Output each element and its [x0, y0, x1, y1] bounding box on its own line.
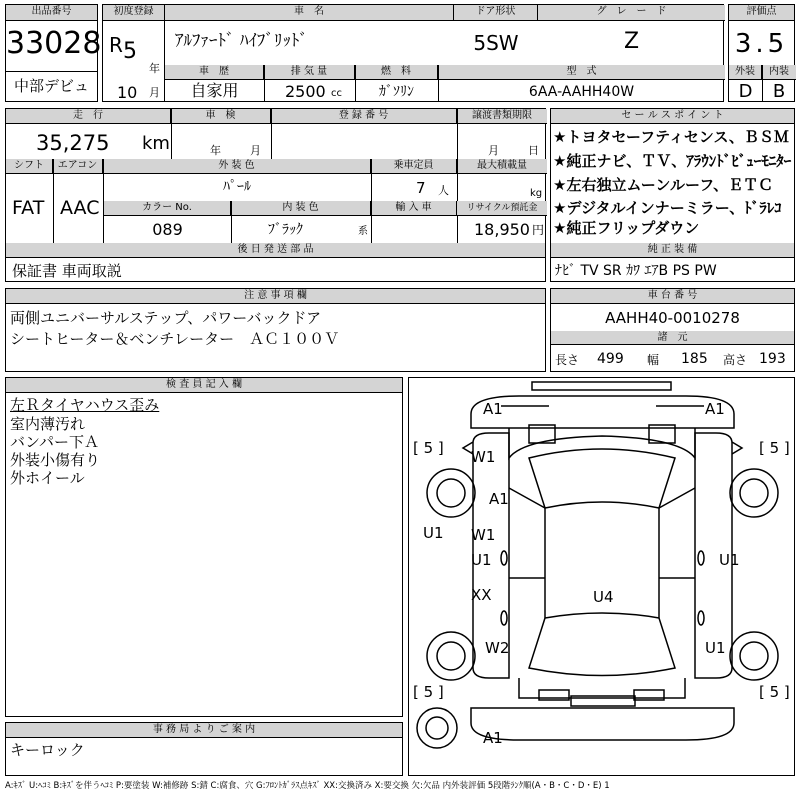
- width-label: 幅: [647, 353, 660, 367]
- model-label: 型 式: [438, 65, 725, 80]
- shift-label: シフト: [6, 159, 53, 174]
- sales-point-4: ★デジタルインナーミラー、ﾄﾞﾗﾚｺ: [553, 199, 782, 217]
- import-label: 輸 入 車: [371, 201, 457, 216]
- displacement: 2500: [285, 82, 326, 101]
- load-unit: kg: [530, 188, 543, 199]
- car-outline: [409, 378, 796, 777]
- inspector-line-5: 外ホイール: [10, 469, 85, 487]
- intcolor-unit: 系: [358, 226, 368, 237]
- recycle-label: リサイクル預託金: [457, 201, 547, 216]
- inspector-line-3: バンパー下Ａ: [10, 433, 99, 451]
- inspect-label: 車 検: [171, 109, 271, 124]
- mark-xx: XX: [471, 586, 492, 604]
- interior-color: ﾌﾞﾗｯｸ: [268, 222, 303, 238]
- sales-point-5: ★純正フリップダウン: [553, 219, 700, 237]
- reg-month-unit: 月: [149, 86, 160, 99]
- score-box: [728, 4, 795, 102]
- regno-label: 登 録 番 号: [271, 109, 457, 124]
- mark-a1-bottom: A1: [483, 729, 503, 747]
- transfer-day: 日: [528, 144, 539, 157]
- office-text: キーロック: [10, 741, 85, 759]
- spec-label: 諸 元: [551, 331, 794, 345]
- mileage: 35,275: [36, 131, 110, 155]
- sales-point-3: ★左右独立ムーンルーフ、ＥＴＣ: [553, 176, 774, 194]
- inspect-year: 年: [210, 144, 221, 157]
- mileage-label: 走 行: [6, 109, 171, 124]
- notes-box: [5, 288, 546, 372]
- mark-bracket-right-top: [ 5 ]: [759, 439, 790, 457]
- history-label: 車 歴: [165, 65, 264, 80]
- mark-u1-rear-right: U1: [705, 639, 726, 657]
- score: 3.5: [734, 29, 789, 59]
- name-label: 車 名: [165, 5, 454, 21]
- load-label: 最大積載量: [457, 159, 547, 174]
- disp-unit: cc: [331, 88, 342, 99]
- mark-u1-door: U1: [471, 551, 492, 569]
- shift: FAT: [12, 197, 45, 219]
- lot-box: [5, 4, 102, 102]
- notes-label: 注 意 事 項 欄: [6, 289, 545, 304]
- mark-bracket-left-top: [ 5 ]: [413, 439, 444, 457]
- fuel-label: 燃 料: [355, 65, 438, 80]
- recycle-fee: 18,950: [474, 220, 530, 239]
- chassis-label: 車 台 番 号: [551, 289, 794, 304]
- inspect-month: 月: [250, 144, 261, 157]
- legend: A:ｷｽﾞ U:ﾍｺﾐ B:ｷｽﾞを伴うﾍｺﾐ P:要塗装 W:補修跡 S:錆 C:腐食、穴 G:ﾌﾛﾝﾄｶﾞﾗｽ点ｷｽﾞ XX:交換済み X:要交換 欠:欠品 内外装評価 5段階ﾗﾝｸ順(A・B・C・D・E) 1: [5, 781, 610, 791]
- history: 自家用: [190, 81, 239, 100]
- office-label: 事 務 局 よ り ご 案 内: [6, 723, 402, 738]
- color-number: 089: [152, 220, 183, 239]
- notes-line-2: シートヒーター＆ベンチレーター ＡＣ１００Ｖ: [10, 330, 340, 348]
- reg-label: 初度登録: [103, 5, 165, 21]
- sales-point-1: ★トヨタセーフティセンス、ＢＳＭ: [553, 128, 789, 146]
- equip-label: 純 正 装 備: [551, 243, 794, 258]
- mark-a1-left: A1: [489, 490, 509, 508]
- inspector-line-4: 外装小傷有り: [10, 451, 101, 469]
- door-label: ドア形状: [454, 5, 538, 21]
- lot-number: 33028: [6, 26, 102, 61]
- ext-label: 外装: [729, 65, 762, 80]
- mark-a1-front-left: A1: [483, 400, 503, 418]
- inspector-box: [5, 377, 403, 717]
- int-label: 内装: [762, 65, 796, 80]
- mark-bracket-right-bottom: [ 5 ]: [759, 683, 790, 701]
- reg-era: R: [109, 33, 123, 57]
- lot-label: 出品番号: [6, 5, 97, 21]
- body-color: ﾊﾟｰﾙ: [223, 179, 251, 195]
- later-label: 後 日 発 送 部 品: [6, 243, 545, 258]
- model: 6AA-AAHH40W: [528, 84, 635, 100]
- mark-w2: W2: [485, 639, 510, 657]
- height: 193: [759, 351, 786, 367]
- ac-label: エアコン: [53, 159, 103, 174]
- lot-note: 中部デビュ: [13, 77, 89, 95]
- disp-label: 排 気 量: [264, 65, 355, 80]
- inspector-label: 検 査 員 記 入 欄: [6, 378, 402, 393]
- mark-bracket-left-bottom: [ 5 ]: [413, 683, 444, 701]
- fuel: ｶﾞｿﾘﾝ: [379, 84, 414, 100]
- inspector-line-1: 左Ｒタイヤハウス歪み: [10, 396, 160, 414]
- length: 499: [597, 351, 624, 367]
- car-diagram: [408, 377, 795, 776]
- inspector-line-2: 室内薄汚れ: [10, 415, 86, 433]
- reg-year-unit: 年: [149, 62, 160, 75]
- color-label: 外 装 色: [103, 159, 371, 174]
- seats-label: 乗車定員: [371, 159, 457, 174]
- ext-rating: D: [738, 81, 753, 102]
- mileage-unit: km: [142, 133, 170, 154]
- sales-box: [550, 108, 795, 282]
- mark-a1-front-right: A1: [705, 400, 725, 418]
- transfer-label: 譲渡書類期限: [457, 109, 547, 124]
- reg-month: 10: [117, 83, 138, 102]
- later-parts: 保証書 車両取説: [12, 262, 122, 280]
- transfer-month: 月: [488, 144, 499, 157]
- mark-u1-door-right: U1: [719, 551, 740, 569]
- chassis-box: [550, 288, 795, 372]
- height-label: 高さ: [723, 353, 748, 367]
- mark-w1-front: W1: [471, 448, 496, 466]
- equipment: ﾅﾋﾞ TV SR ｶﾜ ｴｱB PS PW: [555, 263, 717, 279]
- details-box: [5, 108, 546, 282]
- notes-line-1: 両側ユニバーサルステップ、パワーバックドア: [10, 309, 322, 327]
- vehicle-name: ｱﾙﾌｧｰﾄﾞ ﾊｲﾌﾞﾘｯﾄﾞ: [175, 31, 308, 51]
- sales-point-2: ★純正ナビ、ＴＶ、ｱﾗｳﾝﾄﾞﾋﾞｭｰﾓﾆﾀｰ: [553, 152, 792, 170]
- ac: AAC: [60, 197, 100, 219]
- office-box: [5, 722, 403, 776]
- reg-year: 5: [123, 39, 137, 64]
- mark-w1-door: W1: [471, 526, 496, 544]
- width: 185: [681, 351, 708, 367]
- door-type: 5SW: [473, 31, 519, 55]
- score-label: 評価点: [729, 5, 794, 21]
- mark-u4: U4: [593, 588, 614, 606]
- chassis-number: AAHH40-0010278: [605, 309, 740, 327]
- colorno-label: カラー No.: [104, 201, 231, 216]
- vehicle-header: [102, 4, 724, 102]
- sales-label: セ ー ル ス ポ イ ン ト: [551, 109, 794, 124]
- grade: Z: [623, 29, 640, 54]
- seats: 7: [416, 179, 426, 197]
- mark-u1-left: U1: [423, 524, 444, 542]
- grade-label: グ レ ー ド: [538, 5, 725, 21]
- seats-unit: 人: [438, 184, 449, 197]
- recycle-unit: 円: [532, 223, 545, 237]
- intcolor-label: 内 装 色: [231, 201, 371, 216]
- length-label: 長さ: [555, 353, 580, 367]
- int-rating: B: [772, 81, 786, 102]
